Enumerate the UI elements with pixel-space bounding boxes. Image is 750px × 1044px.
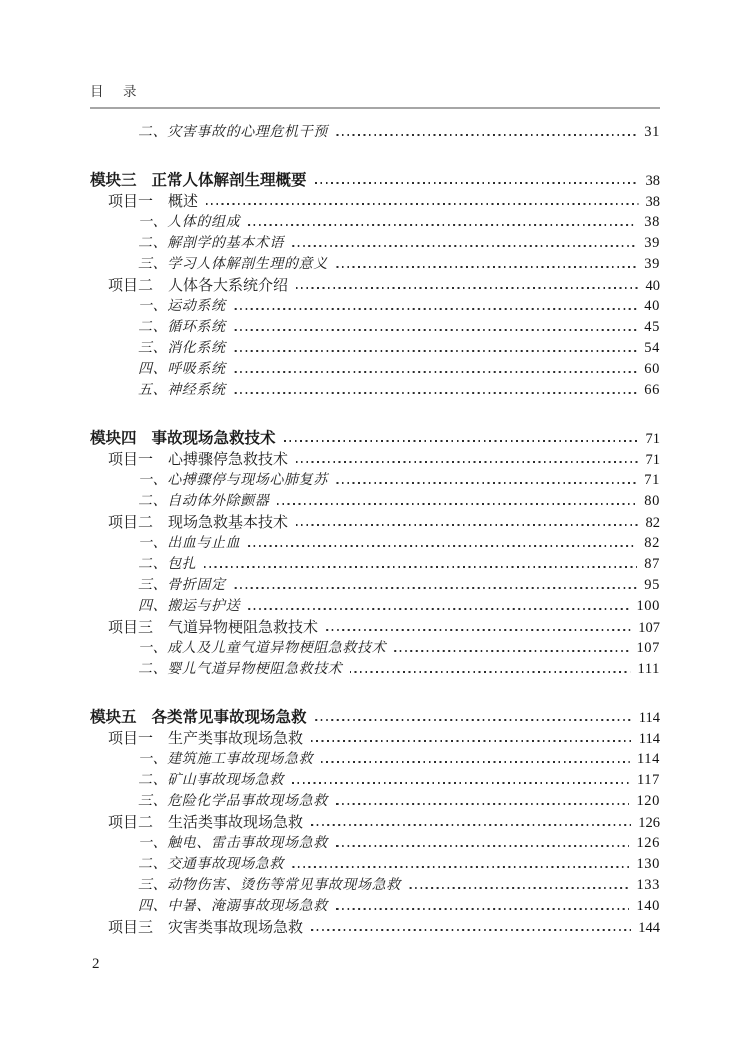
toc-list	[90, 122, 660, 938]
toc-entry-title: 灾害类事故现场急救	[168, 919, 304, 936]
toc-entry-label: 三、	[138, 878, 168, 893]
dot-leader	[248, 224, 637, 226]
dot-leader	[336, 803, 630, 805]
dot-leader	[277, 503, 637, 505]
toc-entry-label: 一、	[138, 752, 168, 767]
toc-entry-page: 38	[645, 173, 660, 189]
toc-entry	[90, 233, 660, 254]
toc-entry-label: 三、	[138, 257, 168, 272]
toc-entry-title: 运动系统	[167, 299, 226, 314]
dot-leader	[234, 308, 638, 310]
toc-entry	[90, 254, 660, 275]
folio-page-number: 2	[92, 956, 100, 972]
toc-entry-page: 80	[644, 493, 660, 509]
dot-leader	[234, 329, 638, 331]
toc-entry	[90, 380, 660, 401]
toc-entry	[90, 596, 660, 617]
dot-leader	[394, 650, 629, 652]
toc-entry-title: 灾害事故的心理危机干预	[167, 125, 328, 140]
toc-entry-page: 71	[644, 472, 660, 488]
toc-entry	[90, 575, 660, 596]
toc-entry-title: 触电、雷击事故现场急救	[167, 836, 328, 851]
toc-entry-label: 一、	[138, 641, 168, 656]
dot-leader	[296, 524, 638, 526]
toc-entry	[90, 170, 660, 191]
dot-leader	[292, 866, 629, 868]
toc-entry-label: 三、	[138, 794, 168, 809]
toc-entry	[90, 470, 660, 491]
toc-entry-label: 一、	[138, 536, 168, 551]
toc-entry-title: 各类常见事故现场急救	[151, 709, 307, 726]
dot-leader	[350, 671, 630, 673]
toc-entry-page: 117	[636, 772, 660, 788]
toc-entry-label: 项目三	[108, 619, 154, 636]
dot-leader	[311, 824, 631, 826]
toc-entry-page: 71	[645, 431, 660, 447]
toc-entry-title: 成人及儿童气道异物梗阻急救技术	[167, 641, 387, 656]
toc-entry-title: 搬运与护送	[167, 599, 241, 614]
toc-entry-title: 自动体外除颤器	[167, 494, 270, 509]
dot-leader	[292, 245, 637, 247]
toc-entry-label: 模块四	[90, 430, 137, 447]
toc-entry-title: 危险化学品事故现场急救	[167, 794, 328, 809]
toc-entry	[90, 275, 660, 296]
toc-entry-title: 呼吸系统	[167, 362, 226, 377]
dot-leader	[336, 845, 630, 847]
toc-entry	[90, 707, 660, 728]
toc-entry-page: 114	[636, 751, 660, 767]
dot-leader	[315, 719, 632, 721]
toc-entry-label: 五、	[138, 383, 168, 398]
toc-entry-page: 71	[645, 452, 660, 468]
toc-entry	[90, 317, 660, 338]
header-rule	[90, 107, 660, 109]
toc-entry-title: 正常人体解剖生理概要	[151, 172, 307, 189]
toc-entry-page: 31	[644, 124, 660, 140]
toc-entry	[90, 512, 660, 533]
dot-leader	[409, 887, 630, 889]
toc-entry-page: 130	[636, 856, 660, 872]
toc-entry-title: 人体各大系统介绍	[168, 277, 289, 294]
toc-entry	[90, 491, 660, 512]
toc-entry-page: 54	[644, 340, 660, 356]
toc-entry-label: 一、	[138, 299, 168, 314]
dot-leader	[248, 545, 637, 547]
toc-entry	[90, 359, 660, 380]
toc-entry-label: 项目三	[108, 919, 154, 936]
toc-entry	[90, 659, 660, 680]
toc-entry-page: 39	[644, 256, 660, 272]
dot-leader	[311, 929, 631, 931]
toc-entry-label: 项目一	[108, 451, 154, 468]
toc-entry-page: 126	[636, 835, 660, 851]
toc-entry	[90, 617, 660, 638]
toc-entry-page: 140	[636, 898, 660, 914]
toc-entry	[90, 791, 660, 812]
toc-entry-label: 模块三	[90, 172, 137, 189]
toc-content	[90, 80, 660, 938]
dot-leader	[326, 629, 631, 631]
toc-entry-page: 82	[645, 515, 660, 531]
toc-entry	[90, 428, 660, 449]
toc-entry-label: 四、	[138, 899, 168, 914]
dot-leader	[336, 266, 637, 268]
dot-leader	[315, 182, 639, 184]
toc-entry	[90, 896, 660, 917]
dot-leader	[234, 350, 638, 352]
toc-entry-page: 107	[636, 640, 660, 656]
toc-entry-title: 中暑、淹溺事故现场急救	[167, 899, 328, 914]
toc-entry-label: 一、	[138, 836, 168, 851]
dot-leader	[336, 134, 637, 136]
dot-leader	[206, 203, 638, 205]
toc-entry	[90, 533, 660, 554]
toc-entry-title: 概述	[168, 193, 199, 210]
dot-leader	[321, 761, 630, 763]
dot-leader	[234, 392, 638, 394]
toc-entry-page: 45	[644, 319, 660, 335]
toc-entry-title: 婴儿气道异物梗阻急救技术	[167, 662, 343, 677]
toc-entry	[90, 749, 660, 770]
toc-entry-title: 学习人体解剖生理的意义	[167, 257, 328, 272]
toc-entry-page: 120	[636, 793, 660, 809]
dot-leader	[311, 740, 632, 742]
toc-entry-label: 二、	[138, 557, 168, 572]
toc-entry-label: 项目一	[108, 193, 154, 210]
toc-entry-title: 包扎	[167, 557, 197, 572]
running-header-title: 目 录	[90, 84, 140, 99]
toc-entry	[90, 812, 660, 833]
toc-entry-label: 一、	[138, 215, 168, 230]
toc-entry-page: 114	[638, 731, 660, 747]
toc-entry-page: 107	[638, 620, 660, 636]
toc-entry-label: 项目二	[108, 814, 154, 831]
toc-entry-page: 40	[644, 298, 660, 314]
toc-entry-title: 交通事故现场急救	[167, 857, 285, 872]
toc-entry-title: 生活类事故现场急救	[168, 814, 304, 831]
toc-entry	[90, 212, 660, 233]
toc-entry-page: 133	[636, 877, 660, 893]
toc-entry-page: 126	[638, 815, 660, 831]
toc-entry-title: 生产类事故现场急救	[168, 730, 304, 747]
dot-leader	[248, 608, 629, 610]
toc-entry-label: 二、	[138, 236, 168, 251]
toc-entry-page: 82	[644, 535, 660, 551]
toc-entry-title: 人体的组成	[167, 215, 241, 230]
toc-entry	[90, 338, 660, 359]
toc-entry	[90, 638, 660, 659]
toc-entry-page: 111	[637, 661, 660, 677]
toc-entry-title: 事故现场急救技术	[151, 430, 276, 447]
toc-entry-page: 66	[644, 382, 660, 398]
toc-entry-label: 一、	[138, 473, 168, 488]
toc-entry-label: 二、	[138, 320, 168, 335]
toc-entry-label: 项目二	[108, 514, 154, 531]
toc-entry-label: 四、	[138, 599, 168, 614]
toc-entry	[90, 554, 660, 575]
toc-entry	[90, 728, 660, 749]
toc-entry-title: 矿山事故现场急救	[167, 773, 285, 788]
toc-entry-label: 二、	[138, 662, 168, 677]
toc-entry	[90, 770, 660, 791]
dot-leader	[234, 371, 638, 373]
toc-entry-title: 神经系统	[167, 383, 226, 398]
toc-entry-title: 解剖学的基本术语	[167, 236, 285, 251]
toc-entry-page: 144	[638, 920, 660, 936]
toc-entry-label: 四、	[138, 362, 168, 377]
toc-entry-label: 项目二	[108, 277, 154, 294]
toc-entry-label: 三、	[138, 578, 168, 593]
toc-entry-title: 心搏骤停急救技术	[168, 451, 289, 468]
toc-entry	[90, 191, 660, 212]
toc-entry-page: 95	[644, 577, 660, 593]
toc-entry-title: 气道异物梗阻急救技术	[168, 619, 319, 636]
toc-entry	[90, 296, 660, 317]
toc-entry-title: 消化系统	[167, 341, 226, 356]
toc-entry	[90, 449, 660, 470]
toc-entry-label: 三、	[138, 341, 168, 356]
toc-entry-title: 建筑施工事故现场急救	[167, 752, 314, 767]
toc-entry-page: 38	[645, 194, 660, 210]
toc-entry-page: 100	[636, 598, 660, 614]
toc-entry	[90, 917, 660, 938]
toc-entry	[90, 122, 660, 143]
dot-leader	[284, 440, 639, 442]
toc-entry	[90, 854, 660, 875]
toc-entry-label: 项目一	[108, 730, 154, 747]
toc-entry-label: 二、	[138, 773, 168, 788]
toc-entry-label: 模块五	[90, 709, 137, 726]
dot-leader	[292, 782, 630, 784]
toc-entry-page: 39	[644, 235, 660, 251]
toc-entry-label: 二、	[138, 494, 168, 509]
toc-entry-label: 二、	[138, 125, 168, 140]
toc-entry-title: 骨折固定	[167, 578, 226, 593]
toc-entry-label: 二、	[138, 857, 168, 872]
dot-leader	[296, 461, 638, 463]
toc-entry-title: 现场急救基本技术	[168, 514, 289, 531]
dot-leader	[336, 908, 630, 910]
toc-entry-page: 60	[644, 361, 660, 377]
toc-entry-title: 出血与止血	[167, 536, 241, 551]
toc-entry	[90, 875, 660, 896]
dot-leader	[336, 482, 637, 484]
toc-entry-title: 动物伤害、烫伤等常见事故现场急救	[167, 878, 401, 893]
dot-leader	[296, 287, 638, 289]
toc-entry	[90, 833, 660, 854]
dot-leader	[204, 566, 637, 568]
toc-entry-page: 114	[638, 710, 660, 726]
toc-entry-page: 87	[644, 556, 660, 572]
dot-leader	[234, 587, 638, 589]
toc-entry-title: 心搏骤停与现场心肺复苏	[167, 473, 328, 488]
toc-entry-page: 38	[644, 214, 660, 230]
toc-entry-page: 40	[645, 278, 660, 294]
toc-entry-title: 循环系统	[167, 320, 226, 335]
